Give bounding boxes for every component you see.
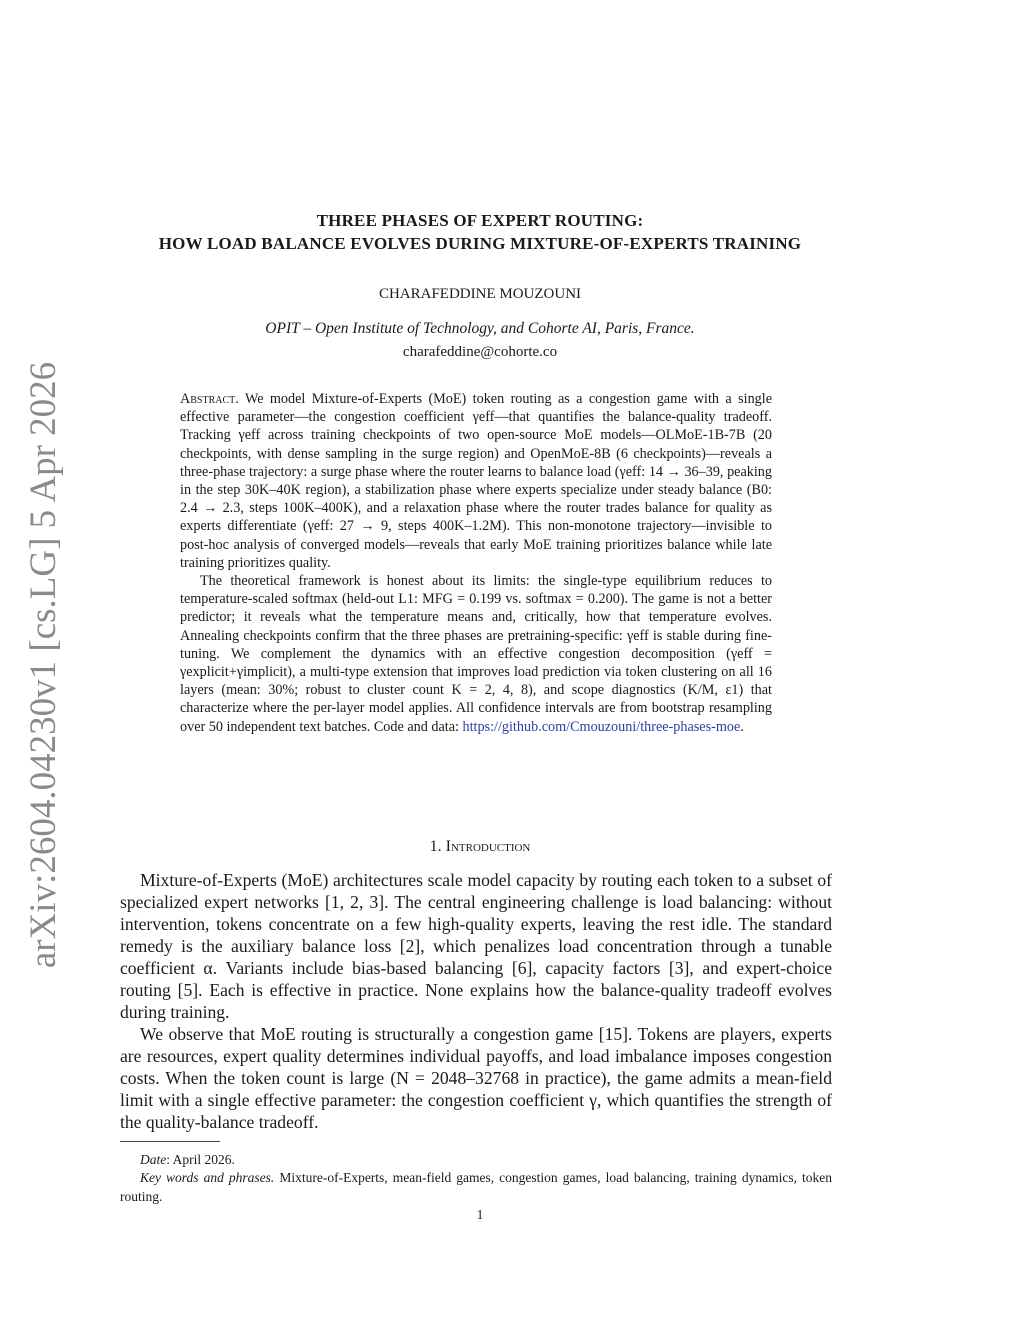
paper-title-line-2: HOW LOAD BALANCE EVOLVES DURING MIXTURE-OF-EXPERTS TRAINING (158, 234, 802, 253)
date-value: April 2026. (172, 1152, 235, 1167)
abstract-label: Abstract. (180, 391, 239, 407)
abstract-paragraph-1 (180, 390, 772, 572)
footnote-date: Date: April 2026. (140, 1152, 235, 1167)
intro-paragraph-1: Mixture-of-Experts (MoE) architectures scale model capacity by routing each token to a subset of specialized expert networks [1, 2, 3]. The central engineering challenge is load balancing: without intervention, tokens concentrate on a few high-quality experts, leaving the rest idle. The standard remedy is the auxiliary balance loss [2], which penalizes load concentration through a tunable coefficient α. Variants include bias-based balancing [6], capacity factors [3], and expert-choice routing [5]. Each is effective in practice. None explains how the balance-quality tradeoff evolves during training. (120, 870, 832, 1022)
keywords-label: Key words and phrases. (140, 1170, 275, 1185)
introduction-body (120, 869, 832, 1133)
author-name: CHARAFEDDINE MOUZOUNI (378, 286, 582, 302)
author-affiliation: OPIT – Open Institute of Technology, and Cohorte AI, Paris, France. (265, 320, 695, 337)
code-link[interactable]: https://github.com/Cmouzouni/three-phases-moe (462, 718, 741, 735)
section-heading-introduction: 1. Introduction (429, 838, 531, 855)
abstract (180, 390, 772, 736)
abstract-text-1: We model Mixture-of-Experts (MoE) token routing as a congestion game with a single effective parameter—the congestion coefficient γeff—that quantifies the balance-quality tradeoff. Tracking γeff across training checkpoints of two open-source MoE models—OLMoE-1B-7B (20 checkpoints, with dense sampling in the surge region) and OpenMoE-8B (6 checkpoints)—reveals a three-phase trajectory: a surge phase where the router learns to balance load (γeff: 14 → 36–39, peaking in the step 30K–40K region), a stabilization phase where experts specialize under steady balance (B0: 2.4 → 2.3, steps 100K–400K), and a relaxation phase where the router trades balance for quality as experts differentiate (γeff: 27 → 9, steps 400K–1.2M). This non-monotone trajectory—invisible to post-hoc analysis of converged models—reveals that early MoE training prioritizes balance while late training prioritizes quality. (180, 391, 772, 571)
footnote-rule (120, 1141, 220, 1142)
footnote-keywords (120, 1168, 832, 1206)
date-label: Date (140, 1152, 167, 1167)
keywords-value: Mixture-of-Experts, mean-field games, congestion games, load balancing, training dynamics, token routing. (120, 1170, 832, 1204)
author-email: charafeddine@cohorte.co (402, 344, 558, 360)
arxiv-identifier: arXiv:2604.04230v1 [cs.LG] 5 Apr 2026 (23, 361, 64, 969)
abstract-text-2: The theoretical framework is honest about its limits: the single-type equilibrium reduces to temperature-scaled softmax (held-out L1: MFG = 0.199 vs. softmax = 0.200). The game is not a better predictor; it reveals what the temperature means and, critically, how that temperature evolves. Annealing checkpoints confirm that the three phases are pretraining-specific: γeff is stable during fine-tuning. We complement the dynamics with an effective congestion decomposition (γeff = γexplicit+γimplicit), a multi-type extension that improves load prediction via token clustering on all 16 layers (mean: 30%; robust to cluster count K = 2, 4, 8), and scope diagnostics (K/M, ε1) that characterize where the per-layer model applies. All confidence intervals are from bootstrap resampling over 50 independent text batches. Code and data: (180, 573, 772, 735)
paper-title-line-1: THREE PHASES OF EXPERT ROUTING: (316, 211, 644, 230)
intro-paragraph-2: We observe that MoE routing is structurally a congestion game [15]. Tokens are players, experts are resources, expert quality determines individual payoffs, and load imbalance imposes congestion costs. When the token count is large (N = 2048–32768 in practice), the game admits a mean-field limit with a single effective parameter: the congestion coefficient γ, which quantifies the strength of the quality-balance tradeoff. (120, 1024, 832, 1132)
abstract-paragraph-2: The theoretical framework is honest about its limits: the single-type equilibrium reduces to temperature-scaled softmax (held-out L1: MFG = 0.199 vs. softmax = 0.200). The game is not a better predictor; it reveals what the temperature means and, critically, how that temperature evolves. Annealing checkpoints confirm that the three phases are pretraining-specific: γeff is stable during fine-tuning. We complement the dynamics with an effective congestion decomposition (γeff = γexplicit+γimplicit), a multi-type extension that improves load prediction via token clustering on all 16 layers (mean: 30%; robust to cluster count K = 2, 4, 8), and scope diagnostics (K/M, ε1) that characterize where the per-layer model applies. All confidence intervals are from bootstrap resampling over 50 independent text batches. Code and data: https://github.com/Cmouzouni/three-phases-moe. (180, 573, 772, 735)
page-number: 1 (476, 1207, 484, 1222)
